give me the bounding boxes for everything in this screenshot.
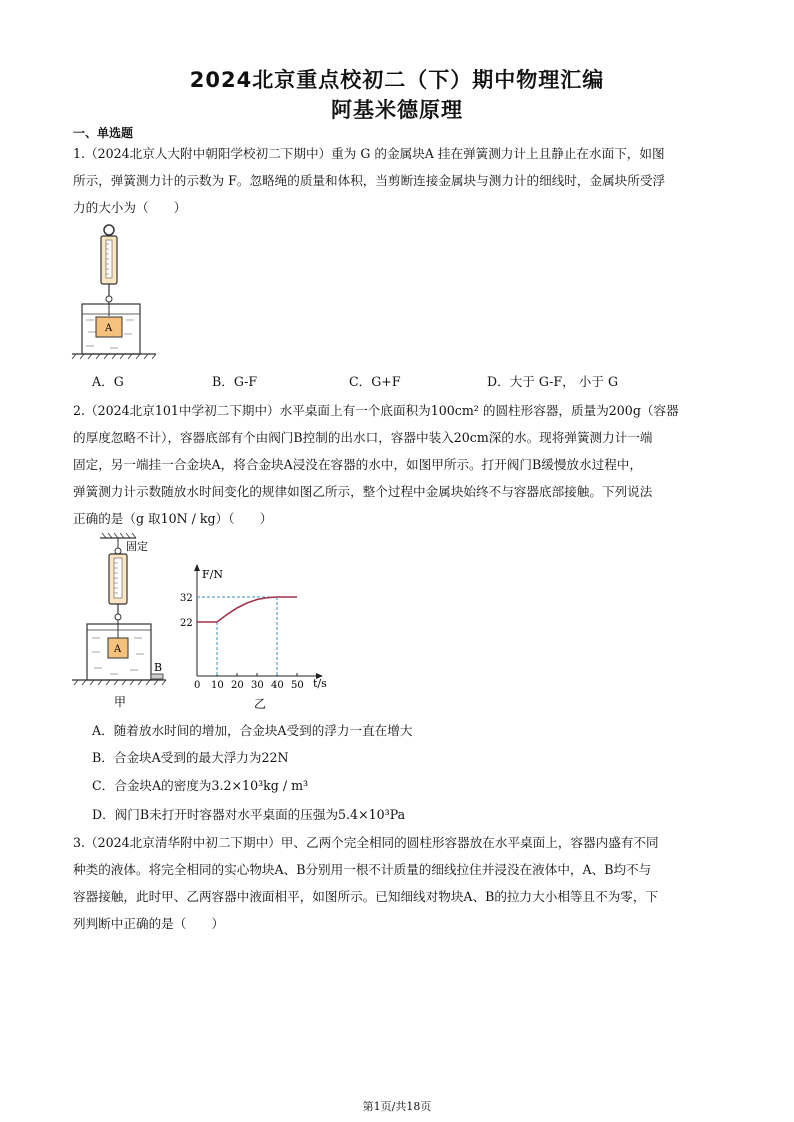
q1-block-label: A <box>105 323 113 334</box>
q2-option-a[interactable]: A．随着放水时间的增加，合金块A受到的浮力一直在增大 <box>92 723 413 738</box>
q1-figure <box>70 222 160 360</box>
q1-line-2: 所示，弹簧测力计的示数为 F。忽略绳的质量和体积，当剪断连接金属块与测力计的细线时，金属块所受浮 <box>73 173 666 188</box>
q2-caption-jia: 甲 <box>114 695 127 709</box>
q3-line-2: 种类的液体。将完全相同的实心物块A、B分别用一根不计质量的细线拉住并浸没在液体中，A、B均不与 <box>73 862 652 877</box>
q2-line-4: 弹簧测力计示数随放水时间变化的规律如图乙所示，整个过程中金属块始终不与容器底部接触。下列说法 <box>73 484 653 499</box>
x-tick-label-0: 0 <box>194 680 201 691</box>
q1-option-b[interactable]: B．G-F <box>212 374 258 389</box>
chart-caption: 乙 <box>254 697 267 711</box>
q3-line-1: 3.（2024北京清华附中初二下期中）甲、乙两个完全相同的圆柱形容器放在水平桌面上，容器内盛有不同 <box>73 835 659 850</box>
q1-line-3: 力的大小为（ ） <box>73 200 187 215</box>
q1-option-d[interactable]: D．大于 G-F， 小于 G <box>487 374 619 389</box>
page-title: 2024北京重点校初二（下）期中物理汇编 <box>189 68 605 92</box>
x-tick-label-10: 10 <box>211 680 224 691</box>
q2-line-5: 正确的是（g 取10N / kg）（ ） <box>73 511 273 526</box>
q2-option-c[interactable]: C．合金块A的密度为3.2×10³kg / m³ <box>92 778 309 793</box>
q2-fixed-label: 固定 <box>126 540 148 553</box>
q1-option-c[interactable]: C．G+F <box>349 374 401 389</box>
q2-line-1: 2.（2024北京101中学初二下期中）水平桌面上有一个底面积为100cm² 的圆柱形容器，质量为200g（容器 <box>73 403 679 418</box>
y-axis-arrow <box>194 564 200 571</box>
q2-chart <box>180 560 340 712</box>
q2-block-label: A <box>114 644 122 655</box>
q2-line-3: 固定，另一端挂一合金块A，将合金块A浸没在容器的水中，如图甲所示。打开阀门B缓慢放水过程中， <box>73 457 642 472</box>
y-tick-label-32: 32 <box>180 593 193 604</box>
section-heading: 一、单选题 <box>73 126 134 140</box>
x-tick-label-40: 40 <box>271 680 284 691</box>
q3-line-4: 列判断中正确的是（ ） <box>73 916 225 931</box>
q1-option-a[interactable]: A．G <box>92 374 124 389</box>
y-tick-label-22: 22 <box>180 618 193 629</box>
page-subtitle: 阿基米德原理 <box>331 98 463 122</box>
q2-valve-label: B <box>154 661 163 674</box>
series-line <box>197 597 297 622</box>
chart-ylabel: F/N <box>202 568 223 581</box>
q2-option-b[interactable]: B．合金块A受到的最大浮力为22N <box>92 750 289 765</box>
x-tick-label-50: 50 <box>291 680 304 691</box>
q2-figure-jia <box>70 530 180 712</box>
x-tick-label-20: 20 <box>231 680 244 691</box>
q2-line-2: 的厚度忽略不计），容器底部有个由阀门B控制的出水口，容器中装入20cm深的水。现将弹簧测力计一端 <box>73 430 653 445</box>
chart-xlabel: t/s <box>313 677 327 690</box>
q1-line-1: 1.（2024北京人大附中朝阳学校初二下期中）重为 G 的金属块A 挂在弹簧测力计上且静止在水面下，如图 <box>73 146 665 161</box>
q2-option-d[interactable]: D．阀门B未打开时容器对水平桌面的压强为5.4×10³Pa <box>92 807 406 822</box>
page-footer: 第1页/共18页 <box>362 1100 432 1113</box>
q3-line-3: 容器接触，此时甲、乙两容器中液面相平，如图所示。已知细线对物块A、B的拉力大小相等且不为零，下 <box>73 889 659 904</box>
x-tick-label-30: 30 <box>251 680 264 691</box>
